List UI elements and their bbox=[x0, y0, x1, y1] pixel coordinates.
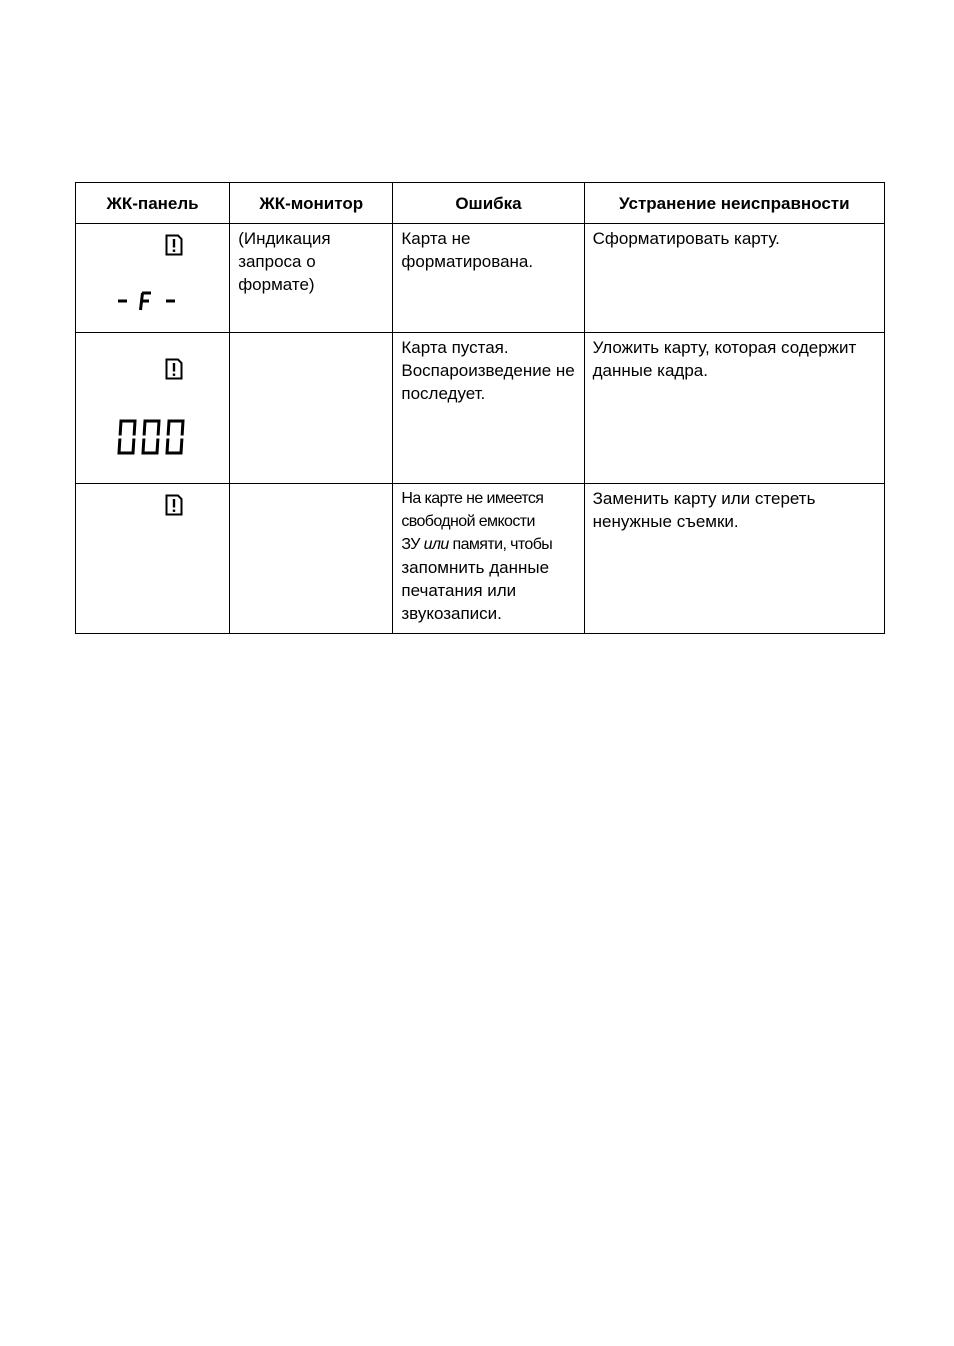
table-row bbox=[76, 224, 885, 333]
lcd-panel-cell bbox=[76, 484, 230, 634]
card-warning-icon bbox=[165, 358, 183, 380]
error-cell bbox=[393, 484, 584, 634]
lcd-panel-cell bbox=[76, 333, 230, 484]
error-text-line: запомнить данные печатания или звукозаписи. bbox=[401, 558, 550, 623]
lcd-monitor-cell bbox=[230, 333, 393, 484]
header-lcd-monitor: ЖК-монитор bbox=[230, 183, 393, 224]
lcd-monitor-cell: (Индикация запроса о формате) bbox=[230, 224, 393, 333]
header-error: Ошибка bbox=[393, 183, 584, 224]
table-header-row bbox=[76, 183, 885, 224]
card-warning-icon bbox=[165, 234, 183, 256]
lcd-monitor-cell bbox=[230, 484, 393, 634]
table-row bbox=[76, 484, 885, 634]
error-text-line bbox=[401, 533, 575, 556]
error-text-emphasis: или bbox=[423, 536, 449, 553]
fix-cell: Сформатировать карту. bbox=[584, 224, 884, 333]
error-text-fragment: памяти, чтобы bbox=[448, 536, 553, 553]
error-table bbox=[75, 182, 885, 634]
lcd-panel-cell bbox=[76, 224, 230, 333]
header-fix: Устранение неисправности bbox=[584, 183, 884, 224]
table-row bbox=[76, 333, 885, 484]
error-text-line: На карте не имеется bbox=[401, 490, 544, 507]
lcd-display-counter bbox=[116, 418, 188, 456]
card-warning-icon bbox=[165, 494, 183, 516]
error-text-fragment: ЗУ bbox=[401, 536, 424, 553]
error-cell: Карта не форматирована. bbox=[393, 224, 584, 333]
lcd-display-format bbox=[116, 290, 180, 312]
error-text-line: свободной емкости bbox=[401, 513, 535, 530]
error-cell: Карта пустая. Воспароизведение не последует. bbox=[393, 333, 584, 484]
fix-cell: Заменить карту или стереть ненужные съемки. bbox=[584, 484, 884, 634]
fix-cell: Уложить карту, которая содержит данные кадра. bbox=[584, 333, 884, 484]
header-lcd-panel: ЖК-панель bbox=[76, 183, 230, 224]
